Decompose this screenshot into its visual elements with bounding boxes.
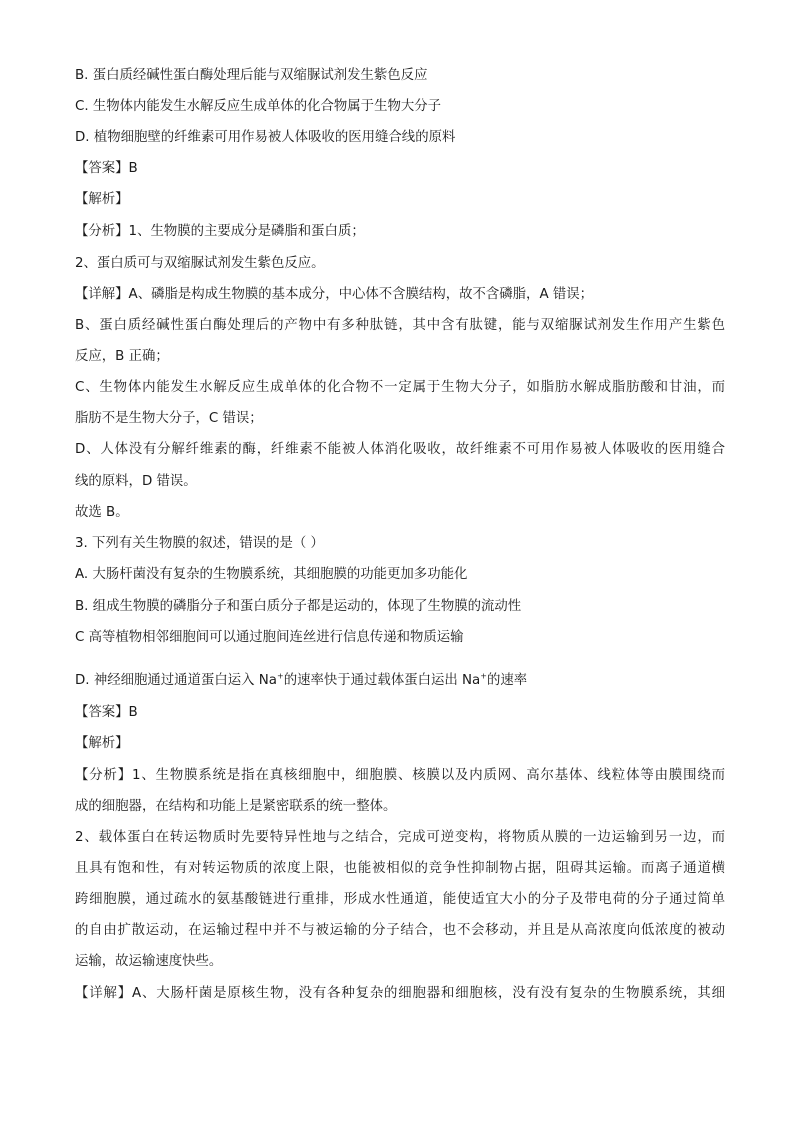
q3-option-d-part-1: D. 神经细胞通过通道蛋白运入 Na — [75, 673, 277, 688]
conclusion: 故选 B。 — [75, 505, 129, 520]
q3-analysis-1-line-2: 成的细胞器，在结构和功能上是紧密联系的统一整体。 — [75, 799, 397, 814]
q3-analysis-2-line-2: 且具有饱和性，有对转运物质的浓度上限，也能被相似的竞争性抑制物占据，阻碍其运输。而离子通道横 — [75, 861, 725, 876]
q3-analysis-2-line-3: 跨细胞膜，通过疏水的氨基酸链进行重排，形成水性通道，能使适宜大小的分子及带电荷的分子通过简单 — [75, 892, 725, 907]
q3-option-d-part-3: 的速率 — [486, 673, 528, 688]
q3-analysis-2-line-5: 运输，故运输速度快些。 — [75, 954, 223, 969]
question-3-stem: 3. 下列有关生物膜的叙述，错误的是（ ） — [75, 536, 324, 551]
detail-a: 【详解】A、磷脂是构成生物膜的基本成分，中心体不含膜结构，故不含磷脂，A 错误； — [75, 287, 594, 302]
option-d: D. 植物细胞壁的纤维素可用作易被人体吸收的医用缝合线的原料 — [75, 130, 456, 145]
q3-analysis-label: 【解析】 — [75, 736, 129, 751]
option-b: B. 蛋白质经碱性蛋白酶处理后能与双缩脲试剂发生紫色反应 — [75, 68, 428, 83]
q3-analysis-2-line-1: 2、载体蛋白在转运物质时先要特异性地与之结合，完成可逆变构，将物质从膜的一边运输到另一边，而 — [75, 830, 725, 845]
sodium-ion-charge: + — [277, 671, 284, 681]
q3-option-a: A. 大肠杆菌没有复杂的生物膜系统，其细胞膜的功能更加多功能化 — [75, 567, 468, 582]
analysis-label: 【解析】 — [75, 192, 129, 207]
analysis-point-2: 2、蛋白质可与双缩脲试剂发生紫色反应。 — [75, 256, 325, 271]
q3-answer-label: 【答案】B — [75, 705, 138, 720]
option-c: C. 生物体内能发生水解反应生成单体的化合物属于生物大分子 — [75, 99, 442, 114]
q3-option-c: C 高等植物相邻细胞间可以通过胞间连丝进行信息传递和物质运输 — [75, 630, 464, 645]
sodium-ion-charge: + — [480, 671, 487, 681]
detail-d-line-2: 线的原料，D 错误。 — [75, 474, 197, 489]
detail-d-line-1: D、人体没有分解纤维素的酶，纤维素不能被人体消化吸收，故纤维素不可用作易被人体吸收的医用缝合 — [75, 442, 725, 457]
detail-b-line-2: 反应，B 正确； — [75, 349, 169, 364]
q3-option-d — [75, 671, 725, 691]
detail-b-line-1: B、蛋白质经碱性蛋白酶处理后的产物中有多种肽链，其中含有肽键，能与双缩脲试剂发生作用产生紫色 — [75, 318, 725, 333]
q3-option-b: B. 组成生物膜的磷脂分子和蛋白质分子都是运动的，体现了生物膜的流动性 — [75, 599, 522, 614]
q3-detail-a-line-1: 【详解】A、大肠杆菌是原核生物，没有各种复杂的细胞器和细胞核，没有没有复杂的生物膜系统，其细 — [75, 986, 725, 1001]
q3-analysis-2-line-4: 的自由扩散运动，在运输过程中并不与被运输的分子结合，也不会移动，并且是从高浓度向低浓度的被动 — [75, 923, 725, 938]
q3-analysis-1-line-1: 【分析】1、生物膜系统是指在真核细胞中，细胞膜、核膜以及内质网、高尔基体、线粒体等由膜围绕而 — [75, 768, 725, 783]
analysis-point-1: 【分析】1、生物膜的主要成分是磷脂和蛋白质； — [75, 224, 365, 239]
q3-option-d-part-2: 的速率快于通过载体蛋白运出 Na — [283, 673, 481, 688]
detail-c-line-2: 脂肪不是生物大分子，C 错误； — [75, 411, 263, 426]
answer-label: 【答案】B — [75, 161, 138, 176]
detail-c-line-1: C、生物体内能发生水解反应生成单体的化合物不一定属于生物大分子，如脂肪水解成脂肪酸和甘油，而 — [75, 380, 725, 395]
